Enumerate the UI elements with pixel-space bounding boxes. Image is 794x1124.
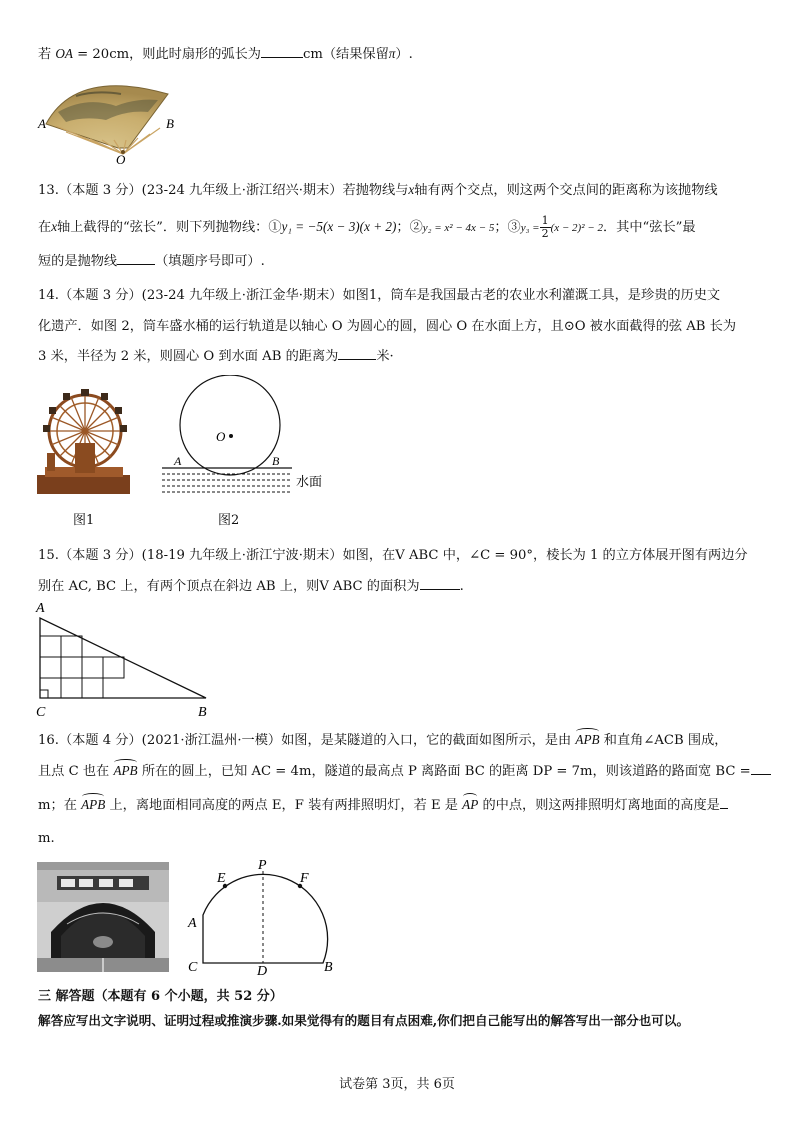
fan-label-b: B [166, 116, 174, 131]
tunnel-outline [203, 874, 328, 963]
q13-x2: x [51, 219, 58, 234]
q14-line2: 化遗产．如图 2，筒车盛水桶的运行轨道是以轴心 O 为圆心的圆，圆心 O 在水面上方，且⊙O 被水面截得的弦 AB 长为 [38, 319, 737, 334]
label-c: C [36, 705, 46, 720]
q16-line2-b: 所在的圆上，已知 AC = 4m，隧道的最高点 P 离路面 BC 的距离 DP = 7m，则该道路的路面宽 BC = [141, 764, 751, 779]
q13-line2-a: 在 [38, 220, 52, 235]
q16-line2 [38, 762, 771, 781]
label-a: A [174, 454, 182, 468]
label-e: E [217, 871, 226, 886]
q12-prefix: 若 [38, 47, 56, 62]
wheel-diagram [160, 375, 330, 495]
q16-line1-b: 和直角∠ACB 围成， [603, 733, 728, 748]
folding-fan-figure [36, 76, 176, 168]
q12-text [38, 45, 413, 64]
q14-line3-a: 3 米，半径为 2 米，则圆心 O 到水面 AB 的距离为 [38, 349, 339, 364]
label-o: O [216, 429, 226, 444]
fan-label-o: O [116, 152, 126, 167]
section-3-instruction: 解答应写出文字说明、证明过程或推演步骤.如果觉得有的题目有点困难,你们把自己能写出的解答写出一部分也可以。 [38, 1013, 690, 1028]
tunnel-section-diagram [183, 857, 343, 977]
label-a: A [36, 601, 45, 616]
label-d: D [257, 964, 268, 977]
q13-line2 [38, 215, 696, 240]
center-point [229, 434, 233, 438]
q13-line3 [38, 252, 265, 271]
q13-eq1: y₁ = −5(x − 3)(x + 2) [281, 219, 397, 234]
q15-line1: 15.（本题 3 分）(18-19 九年级上·浙江宁波·期末）如图，在V ABC 中，∠C = 90°，棱长为 1 的立方体展开图有两边分 [38, 548, 748, 563]
wheel-circle [180, 375, 280, 475]
q15-line2-b: . [459, 579, 464, 594]
q16-line3-b: 上，离地面相同高度的两点 E，F 装有两排照明灯，若 E 是 [109, 798, 458, 813]
q15-line2 [38, 577, 464, 596]
q16-line3-c: 的中点，则这两排照明灯离地面的高度是 [482, 798, 720, 813]
q14-line1: 14.（本题 3 分）(23-24 九年级上·浙江金华·期末）如图1，筒车是我国最古老的农业水利灌溉工具，是珍贵的历史文 [38, 288, 721, 303]
label-b: B [198, 705, 207, 720]
q16-line4: m. [38, 831, 55, 846]
arc-ap: AP [462, 797, 479, 812]
arc-apb: APB [575, 732, 600, 747]
answer-blank[interactable] [117, 252, 155, 265]
answer-blank[interactable] [261, 45, 303, 58]
label-f: F [300, 871, 309, 886]
q13-fraction [540, 215, 551, 240]
q13-eq3b: (x − 2)² − 2 [550, 222, 603, 234]
q13-x: x [408, 182, 415, 197]
fig1-caption: 图1 [73, 513, 95, 528]
fan-label-a: A [38, 116, 46, 131]
arc-apb: APB [113, 763, 138, 778]
label-b: B [272, 454, 280, 468]
q16-line3-a: m；在 [38, 798, 77, 813]
q12-unit: cm（结果保留 [302, 47, 389, 62]
label-p: P [258, 858, 267, 873]
answer-blank[interactable] [720, 796, 728, 809]
answer-blank[interactable] [751, 762, 771, 775]
q16-line1-a: 16.（本题 4 分）(2021·浙江温州·一模）如图，是某隧道的入口，它的截面如图所示，是由 [38, 733, 572, 748]
q12-oa: OA [55, 46, 73, 61]
q14-line3 [38, 347, 394, 366]
q13-line3-a: 短的是抛物线 [38, 254, 118, 269]
q12-eq: = 20cm，则此时扇形的弧长为 [72, 47, 261, 62]
label-c: C [188, 960, 198, 975]
q13-sep1: ；② [396, 220, 423, 235]
frac-num: 1 [541, 214, 549, 227]
q13-eq2: y₂ = x² − 4x − 5 [422, 222, 495, 234]
answer-blank[interactable] [338, 347, 376, 360]
water-wheel-photo [37, 383, 130, 494]
q12-end: ）. [395, 47, 413, 62]
q13-line1-text: 13.（本题 3 分）(23-24 九年级上·浙江绍兴·期末）若抛物线与 [38, 183, 409, 198]
q16-line1 [38, 731, 727, 750]
triangle-abc [40, 618, 206, 698]
q14-line3-b: 米· [376, 349, 394, 364]
right-angle-mark [40, 690, 48, 698]
cube-net [40, 636, 124, 698]
q13-line2-b: 轴上截得的“弦长”．则下列抛物线：① [57, 220, 282, 235]
triangle-cube-net-figure [30, 598, 220, 720]
tunnel-photo [37, 862, 169, 972]
fig2-caption: 图2 [218, 513, 240, 528]
q16-line3 [38, 796, 728, 815]
label-a: A [188, 916, 197, 931]
q16-line2-a: 且点 C 也在 [38, 764, 110, 779]
q13-eq3a: y₃ = [520, 222, 540, 234]
q13-line1-text-b: 轴有两个交点，则这两个交点间的距离称为该抛物线 [414, 183, 718, 198]
q12-pi: π [388, 46, 396, 61]
q13-line3-b: （填题序号即可）. [155, 254, 265, 269]
answer-blank[interactable] [420, 577, 460, 590]
page-footer: 试卷第 3页，共 6页 [339, 1077, 455, 1092]
q15-line2-a: 别在 AC, BC 上，有两个顶点在斜边 AB 上，则V ABC 的面积为 [38, 579, 420, 594]
q13-sep2: ；③ [494, 220, 521, 235]
label-water: 水面 [296, 475, 323, 490]
q13-line1 [38, 181, 718, 200]
arc-apb: APB [81, 797, 106, 812]
frac-den: 2 [541, 227, 549, 240]
label-b: B [324, 960, 333, 975]
section-3-title: 三 解答题（本题有 6 个小题，共 52 分） [38, 989, 283, 1004]
q13-line2-c: ．其中“弦长”最 [602, 220, 696, 235]
